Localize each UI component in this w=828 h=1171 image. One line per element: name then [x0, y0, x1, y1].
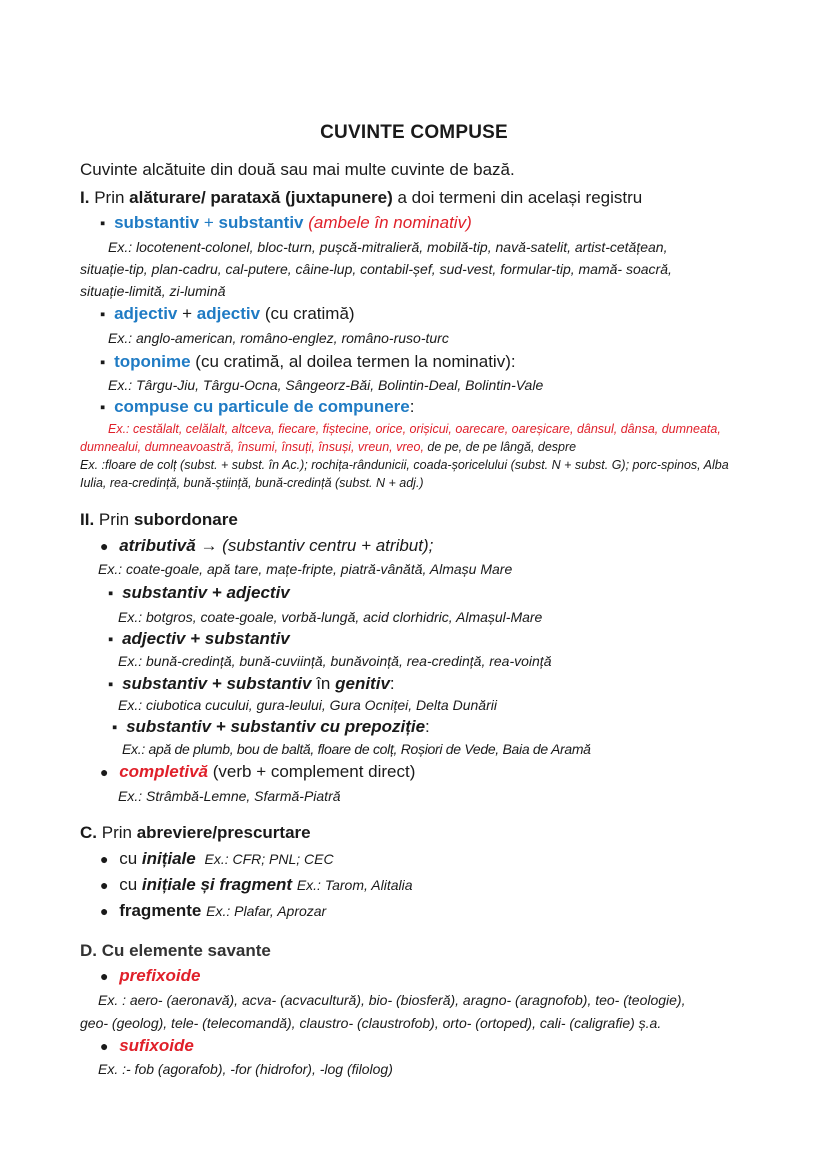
heading-bold: abreviere/prescurtare: [136, 823, 311, 842]
term: atributivă: [119, 536, 196, 555]
section-number: C.: [80, 823, 97, 842]
colon: :: [389, 674, 395, 693]
section-1-heading: [80, 188, 642, 208]
sub-adj-subst: [108, 629, 290, 649]
heading-prefix: Prin: [101, 823, 132, 842]
note: (ambele în nominativ): [308, 213, 472, 232]
term: substantiv + substantiv: [122, 674, 312, 693]
example-red: dumnealui, dumneavoastră, însumi, însuți, însuși, vreun, vreo,: [80, 440, 424, 454]
colon: :: [409, 397, 415, 416]
term: substantiv + substantiv cu prepoziție: [126, 717, 426, 736]
sub-subst-genitiv: [108, 674, 395, 694]
example-sufixoide: Ex. :- fob (agorafob), -for (hidrofor), -log (filolog): [98, 1061, 393, 1077]
note: → (substantiv centru + atribut);: [195, 536, 434, 555]
sub-subst-adj: [108, 583, 290, 603]
example-paragraph-1: [80, 236, 750, 302]
term: prefixoide: [119, 966, 201, 985]
note: (verb + complement direct): [208, 762, 416, 781]
prefix: cu: [119, 849, 142, 868]
term: inițiale: [141, 849, 196, 868]
plus: +: [182, 304, 193, 323]
example-line: Ex.: locotenent-colonel, bloc-turn, pușcă-mitralieră, mobilă-tip, navă-satelit, artist-cetățean,: [108, 239, 668, 255]
colon: :: [425, 717, 430, 736]
section-number: II.: [80, 510, 95, 529]
heading-prefix: Prin: [98, 510, 130, 529]
example-particule-2: [80, 440, 576, 454]
bullet-toponime: [100, 352, 516, 372]
plus: +: [203, 213, 214, 232]
term: substantiv + adjectiv: [122, 583, 290, 602]
note: (cu cratimă): [264, 304, 355, 323]
example-line: situație-tip, plan-cadru, cal-putere, câine-lup, contabil-șef, sud-vest, formular-tip, mamă- soacră,: [80, 261, 672, 277]
bullet-completiva: [100, 762, 415, 782]
term: adjectiv: [196, 304, 261, 323]
term: sufixoide: [119, 1036, 194, 1055]
bullet-initiale-fragment: [100, 875, 413, 895]
bullet-atributiva: [100, 536, 433, 556]
example: Ex.: Plafar, Aprozar: [206, 903, 327, 919]
example-atributiva: Ex.: coate-goale, apă tare, mațe-fripte, piatră-vânătă, Almașu Mare: [98, 561, 513, 577]
example-completiva: Ex.: Strâmbă-Lemne, Sfarmă-Piatră: [118, 788, 341, 804]
example-line: Ex. : aero- (aeronavă), acva- (acvacultură), bio- (biosferă), aragno- (aragnofob), teo- (teologie),: [98, 992, 686, 1008]
bullet-initiale: [100, 849, 334, 869]
prefix: cu: [119, 875, 142, 894]
term: genitiv: [335, 674, 390, 693]
example-black: de pe, de pe lângă, despre: [423, 440, 577, 454]
example-subst-genitiv: Ex.: ciubotica cucului, gura-leului, Gura Ocniței, Delta Dunării: [118, 697, 497, 713]
term: inițiale și fragment: [141, 875, 293, 894]
heading-rest: a doi termeni din același registru: [397, 188, 643, 207]
bullet-particule: [100, 397, 415, 417]
section-4-heading: D. Cu elemente savante: [80, 941, 271, 960]
term: fragmente: [119, 901, 202, 920]
example-line: geo- (geolog), tele- (telecomandă), claustro- (claustrofob), orto- (ortoped), cali- (caligrafie) ș.a.: [80, 1015, 662, 1031]
term: compuse cu particule de compunere: [114, 397, 410, 416]
example-subst-adj: Ex.: botgros, coate-goale, vorbă-lungă, acid clorhidric, Almașul-Mare: [118, 609, 543, 625]
bullet-subst-subst: [100, 213, 472, 233]
example-toponime: Ex.: Târgu-Jiu, Târgu-Ocna, Sângeorz-Băi, Bolintin-Deal, Bolintin-Vale: [108, 377, 544, 393]
term: adjectiv + substantiv: [122, 629, 290, 648]
bullet-prefixoide: [100, 966, 200, 986]
example: Ex.: CFR; PNL; CEC: [204, 851, 334, 867]
page-title: CUVINTE COMPUSE: [320, 122, 508, 143]
example-particule-4: Iulia, rea-credință, bună-știință, bună-credință (subst. N + adj.): [80, 476, 424, 490]
section-number: I.: [80, 188, 90, 207]
example: Ex.: Tarom, Alitalia: [296, 877, 413, 893]
example-adj: Ex.: anglo-american, româno-englez, româno-ruso-turc: [108, 330, 449, 346]
term: adjectiv: [114, 304, 178, 323]
heading-prefix: Prin: [94, 188, 125, 207]
term: toponime: [114, 352, 191, 371]
example-particule-3: Ex. :floare de colț (subst. + subst. în Ac.); rochița-rândunicii, coada-șoricelului (subst. N + subst. G); porc-spinos, Alba: [80, 458, 729, 472]
example-subst-prepozitie: Ex.: apă de plumb, bou de baltă, floare de colț, Roșiori de Vede, Baia de Aramă: [122, 741, 591, 757]
example-line: situație-limită, zi-lumină: [80, 283, 226, 299]
note: (cu cratimă, al doilea termen la nominativ):: [195, 352, 516, 371]
section-3-heading: [80, 823, 311, 843]
intro-text: Cuvinte alcătuite din două sau mai multe cuvinte de bază.: [80, 160, 515, 179]
heading-bold: subordonare: [133, 510, 238, 529]
section-2-heading: [80, 510, 238, 530]
term: completivă: [119, 762, 209, 781]
term: substantiv: [218, 213, 304, 232]
bullet-fragmente: [100, 901, 326, 921]
heading-bold: alăturare/ parataxă (juxtapunere): [129, 188, 393, 207]
bullet-sufixoide: [100, 1036, 194, 1056]
example-adj-subst: Ex.: bună-credință, bună-cuviință, bunăvoință, rea-credință, rea-voință: [118, 653, 552, 669]
term: substantiv: [114, 213, 200, 232]
example-particule-1: Ex.: cestălalt, celălalt, altceva, fiecare, fiștecine, orice, orișicui, oarecare, oareșicare, dânsul, dânsa, dumneata,: [108, 422, 721, 436]
sub-subst-prepozitie: [112, 717, 430, 737]
connector: în: [311, 674, 336, 693]
example-prefixoide: [80, 989, 752, 1035]
bullet-adj-adj: [100, 304, 355, 324]
